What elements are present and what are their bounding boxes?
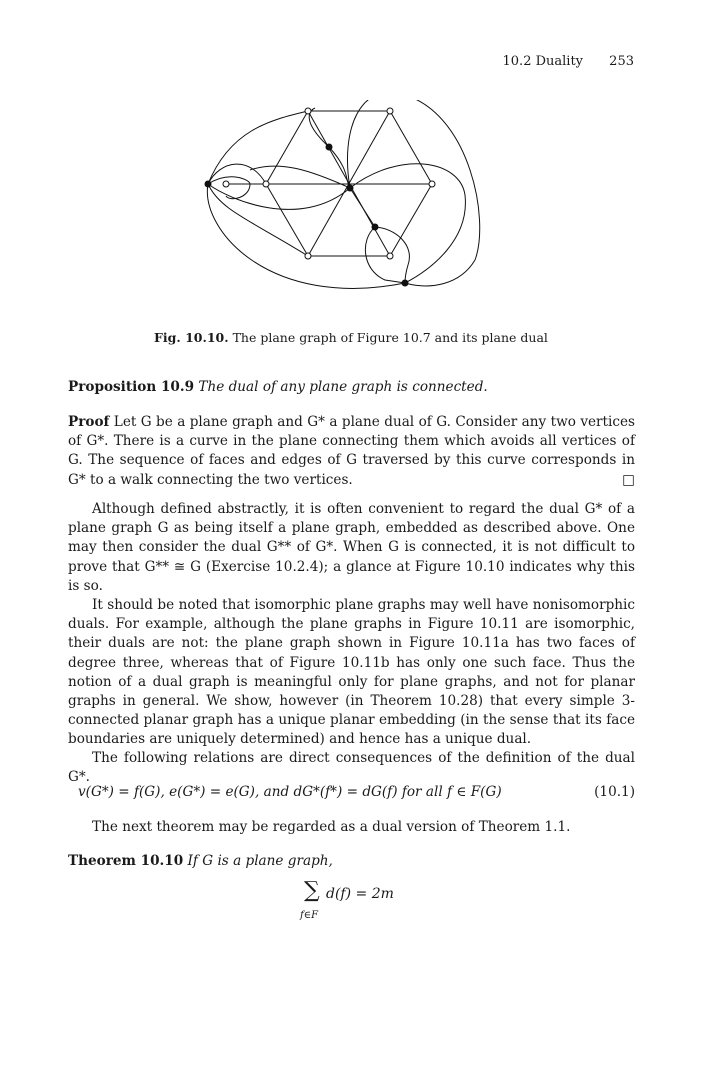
primal-edge — [266, 111, 308, 184]
proposition-statement: The dual of any plane graph is connected. — [194, 379, 488, 395]
proof-label: Proof — [68, 414, 110, 430]
caption-text: The plane graph of Figure 10.7 and its plane dual — [228, 330, 548, 345]
paragraph: The following relations are direct consequences of the definition of the dual G*. — [68, 750, 635, 786]
sum-subscript: f∈F — [300, 910, 319, 921]
dual-edge — [309, 108, 329, 147]
theorem — [68, 852, 635, 871]
paragraph: Although defined abstractly, it is often convenient to regard the dual G* of a plane graph G as being itself a plane graph, embedded as described above. One may then consider the dual G** of G*. When G is connected, it is not difficult to prove that G** ≅ G (Exercise 10.2.4); a glance at Figure 10.10 indicates why this is so. — [68, 501, 635, 594]
dual-edge — [347, 100, 479, 286]
dual-edge — [208, 164, 465, 283]
primal-vertex — [263, 181, 269, 187]
page-number: 253 — [609, 54, 634, 69]
figure-caption — [0, 330, 702, 345]
equation-body: v(G*) = f(G), e(G*) = e(G), and dG*(f*) = dG(f) for all f ∈ F(G) — [78, 784, 502, 800]
dual-edge — [350, 188, 375, 227]
caption-label: Fig. 10.10. — [154, 330, 229, 345]
proposition-label: Proposition 10.9 — [68, 379, 195, 395]
equation-number: (10.1) — [594, 784, 635, 800]
running-header — [503, 54, 634, 69]
section-title: 10.2 Duality — [502, 54, 584, 69]
dual-vertex — [326, 144, 332, 150]
primal-vertex — [305, 108, 311, 114]
proof — [68, 413, 635, 490]
plane-graph-figure — [190, 100, 520, 300]
qed-symbol: □ — [622, 471, 635, 488]
proposition — [68, 378, 635, 397]
primal-edge — [266, 184, 308, 256]
primal-edge — [390, 111, 432, 184]
dual-vertex — [347, 185, 353, 191]
primal-vertex — [387, 253, 393, 259]
dual-vertex — [372, 224, 378, 230]
dual-vertex — [205, 181, 211, 187]
dual-vertex — [402, 280, 408, 286]
proof-text: Let G be a plane graph and G* a plane dual of G. Consider any two vertices of G*. There is a curve in the plane connecting them which avoids all vertices of G. The sequence of faces and edges of G traversed by this curve corresponds in G* to a walk connecting the two vertices. — [68, 414, 635, 488]
sum-expression: d(f) = 2m — [326, 886, 394, 902]
primal-vertex — [223, 181, 229, 187]
primal-vertex — [387, 108, 393, 114]
dual-edge — [208, 184, 308, 256]
theorem-statement: If G is a plane graph, — [183, 853, 333, 869]
primal-edge — [390, 184, 432, 256]
paragraph: The next theorem may be regarded as a dual version of Theorem 1.1. — [92, 819, 571, 835]
sigma-symbol: ∑ — [304, 878, 320, 903]
primal-vertex — [429, 181, 435, 187]
primal-vertex — [305, 253, 311, 259]
theorem-label: Theorem 10.10 — [68, 853, 184, 869]
paragraph: It should be noted that isomorphic plane graphs may well have nonisomorphic duals. For example, although the plane graphs in Figure 10.11 are isomorphic, their duals are not: the plane graph shown in Figure 10.11a has two faces of degree three, whereas that of Figure 10.11b has only one such face. Thus the notion of a dual graph is meaningful only for plane graphs, and not for planar graphs in general. We show, however (in Theorem 10.28) that every simple 3-connected planar graph has a unique planar embedding (in the sense that its face boundaries are uniquely determined) and hence has a unique dual. — [68, 597, 635, 748]
dual-edge — [365, 227, 405, 283]
